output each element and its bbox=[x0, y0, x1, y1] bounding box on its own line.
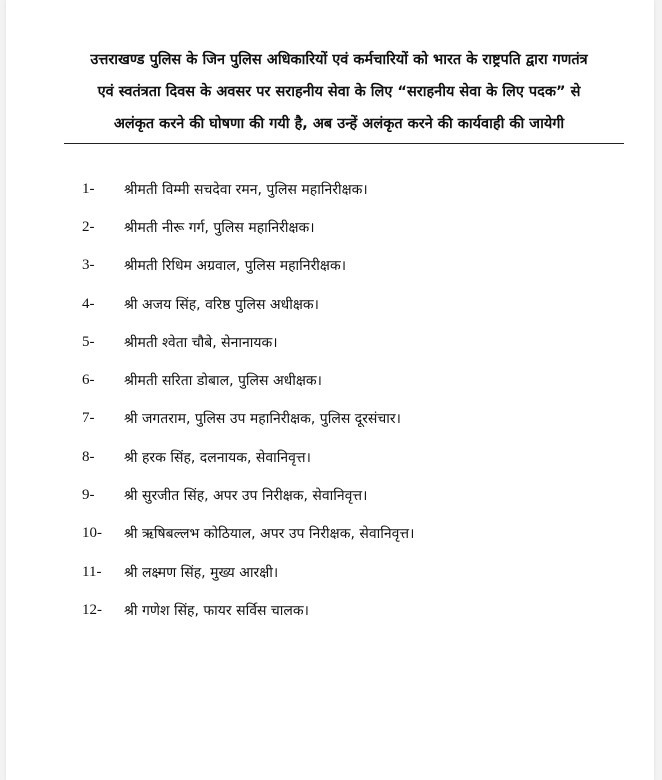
heading-divider bbox=[64, 143, 624, 144]
heading-line: उत्तराखण्ड पुलिस के जिन पुलिस अधिकारियों एवं कर्मचारियों को भारत के राष्ट्रपति द्वारा गणतंत्र bbox=[90, 52, 588, 68]
item-number: 12- bbox=[82, 601, 102, 618]
list-item bbox=[82, 515, 622, 553]
item-number: 6- bbox=[82, 372, 95, 389]
item-text: श्रीमती सरिता डोबाल, पुलिस अधीक्षक। bbox=[124, 373, 322, 390]
item-number: 5- bbox=[82, 333, 95, 350]
item-number: 8- bbox=[82, 448, 95, 465]
item-number: 3- bbox=[82, 257, 95, 274]
item-number: 2- bbox=[82, 218, 95, 235]
item-number: 7- bbox=[82, 410, 95, 427]
list-item bbox=[82, 438, 622, 476]
list-item bbox=[82, 170, 622, 208]
list-item bbox=[82, 476, 622, 514]
list-item bbox=[82, 323, 622, 361]
item-text: श्रीमती नीरू गर्ग, पुलिस महानिरीक्षक। bbox=[124, 219, 315, 236]
item-text: श्रीमती विम्मी सचदेवा रमन, पुलिस महानिरीक्षक। bbox=[124, 181, 368, 198]
item-text: श्रीमती रिधिम अग्रवाल, पुलिस महानिरीक्षक। bbox=[124, 258, 347, 275]
list-item bbox=[82, 285, 622, 323]
item-number: 1- bbox=[82, 180, 95, 197]
list-item bbox=[82, 208, 622, 246]
item-text: श्री ऋषिबल्लभ कोठियाल, अपर उप निरीक्षक, सेवानिवृत्त। bbox=[124, 526, 415, 543]
item-text: श्री सुरजीत सिंह, अपर उप निरीक्षक, सेवानिवृत्त। bbox=[124, 488, 368, 505]
list-item bbox=[82, 247, 622, 285]
item-number: 9- bbox=[82, 487, 95, 504]
item-number: 4- bbox=[82, 295, 95, 312]
item-text: श्री हरक सिंह, दलनायक, सेवानिवृत्त। bbox=[124, 449, 311, 466]
item-text: श्री अजय सिंह, वरिष्ठ पुलिस अधीक्षक। bbox=[124, 296, 319, 313]
awardee-list bbox=[82, 170, 622, 630]
list-item bbox=[82, 361, 622, 399]
item-text: श्री जगतराम, पुलिस उप महानिरीक्षक, पुलिस दूरसंचार। bbox=[124, 411, 401, 428]
item-text: श्रीमती श्वेता चौबे, सेनानायक। bbox=[124, 334, 278, 351]
list-item bbox=[82, 553, 622, 591]
list-item bbox=[82, 400, 622, 438]
item-text: श्री लक्ष्मण सिंह, मुख्य आरक्षी। bbox=[124, 564, 279, 581]
document-page bbox=[6, 0, 654, 780]
heading-line: अलंकृत करने की घोषणा की गयी है, अब उन्हें अलंकृत करने की कार्यवाही की जायेगी bbox=[113, 116, 565, 132]
item-number: 11- bbox=[82, 563, 102, 580]
list-item bbox=[82, 591, 622, 629]
document-heading bbox=[52, 44, 626, 140]
item-text: श्री गणेश सिंह, फायर सर्विस चालक। bbox=[124, 602, 309, 619]
item-number: 10- bbox=[82, 525, 102, 542]
heading-line: एवं स्वतंत्रता दिवस के अवसर पर सराहनीय सेवा के लिए “सराहनीय सेवा के लिए पदक” से bbox=[97, 84, 581, 100]
